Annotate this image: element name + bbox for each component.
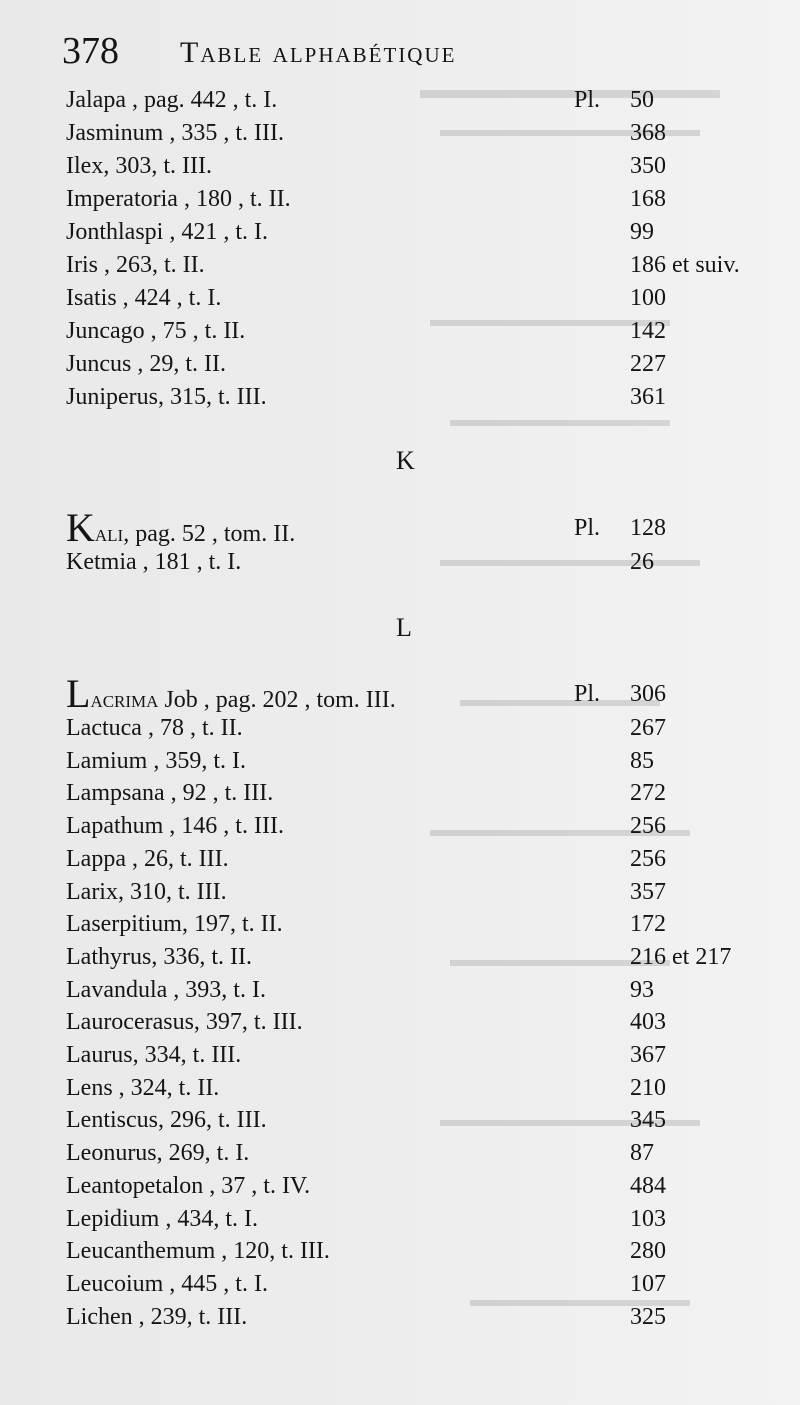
plate-number: 325	[630, 1303, 666, 1330]
entry-text: Jasminum , 335 , t. III.	[66, 120, 284, 146]
index-entry	[66, 150, 766, 182]
index-entry	[66, 546, 766, 578]
index-entry	[66, 941, 766, 973]
plate-number: 93	[630, 976, 654, 1003]
entry-text: Isatis , 424 , t. I.	[66, 285, 222, 311]
entry-text	[66, 505, 296, 550]
entry-text: Larix, 310, t. III.	[66, 878, 227, 905]
plate-number: 210	[630, 1074, 666, 1101]
index-entry	[66, 348, 766, 380]
entry-text: Laurus, 334, t. III.	[66, 1042, 242, 1068]
section-heading-k: K	[396, 446, 415, 475]
plate-number: 168	[630, 186, 666, 212]
plate-number: 26	[630, 549, 654, 575]
entry-text: Lepidium , 434, t. I.	[66, 1205, 258, 1232]
section-heading-l: L	[396, 613, 412, 642]
index-entry	[66, 249, 766, 281]
entry-text: Laurocerasus, 397, t. III.	[66, 1009, 303, 1036]
index-entry	[66, 381, 766, 413]
plate-number: 484	[630, 1172, 666, 1199]
plate-number: 85	[630, 747, 654, 774]
entry-text: Lappa , 26, t. III.	[66, 845, 229, 872]
plate-number: 103	[630, 1205, 666, 1232]
index-entry	[66, 84, 766, 116]
entry-text: Lathyrus, 336, t. II.	[66, 943, 252, 970]
plate-number: 280	[630, 1238, 666, 1265]
plate-number: 128	[630, 515, 666, 541]
plate-number: 107	[630, 1270, 666, 1297]
entry-text: Lens , 324, t. II.	[66, 1074, 220, 1101]
index-entry	[66, 1072, 766, 1104]
plate-number: 272	[630, 780, 666, 807]
entry-text: Juncus , 29, t. II.	[66, 351, 226, 377]
index-entry	[66, 1203, 766, 1235]
plate-number: 403	[630, 1009, 666, 1036]
plate-number: 186 et suiv.	[630, 252, 740, 278]
entry-text: Lichen , 239, t. III.	[66, 1303, 248, 1330]
index-entry	[66, 712, 766, 744]
index-entry	[66, 876, 766, 908]
index-entry	[66, 1170, 766, 1202]
index-entry	[66, 315, 766, 347]
entry-text: Lapathum , 146 , t. III.	[66, 813, 284, 840]
plate-number: 216 et 217	[630, 943, 732, 970]
plate-abbrev: Pl.	[574, 681, 601, 707]
index-entry	[66, 1104, 766, 1136]
index-entry	[66, 1235, 766, 1267]
plate-abbrev: Pl.	[574, 515, 601, 541]
entry-text: Lampsana , 92 , t. III.	[66, 780, 274, 807]
entry-head: ali	[94, 521, 124, 547]
page-number: 378	[62, 30, 119, 72]
plate-number: 267	[630, 715, 666, 741]
entry-text	[66, 671, 396, 716]
plate-abbrev: Pl.	[574, 87, 601, 113]
index-entry	[66, 843, 766, 875]
entry-text: Imperatoria , 180 , t. II.	[66, 186, 291, 212]
index-entry	[66, 1268, 766, 1300]
entry-text: Ketmia , 181 , t. I.	[66, 549, 242, 575]
index-entry	[66, 810, 766, 842]
entry-text: Leantopetalon , 37 , t. IV.	[66, 1172, 311, 1199]
plate-number: 357	[630, 878, 666, 905]
plate-number: 368	[630, 120, 666, 146]
index-entry	[66, 908, 766, 940]
plate-number: 50	[630, 87, 654, 113]
entry-text: Leonurus, 269, t. I.	[66, 1140, 250, 1167]
plate-number: 256	[630, 845, 666, 872]
entry-text: Lentiscus, 296, t. III.	[66, 1107, 267, 1134]
entry-text: Ilex, 303, t. III.	[66, 153, 212, 179]
entry-text: Juncago , 75 , t. II.	[66, 318, 246, 344]
index-entry	[66, 1039, 766, 1071]
index-entry-kali	[66, 505, 766, 550]
index-entry	[66, 974, 766, 1006]
entry-text: Jonthlaspi , 421 , t. I.	[66, 219, 268, 245]
plate-number: 367	[630, 1042, 666, 1068]
plate-number: 306	[630, 681, 666, 707]
index-entry	[66, 745, 766, 777]
entry-text: Juniperus, 315, t. III.	[66, 384, 267, 410]
plate-number: 142	[630, 318, 666, 344]
index-entry	[66, 216, 766, 248]
plate-number: 100	[630, 285, 666, 311]
index-entry	[66, 1006, 766, 1038]
entry-text: Leucoium , 445 , t. I.	[66, 1270, 268, 1297]
index-entry-lacrima	[66, 671, 766, 716]
entry-text: Iris , 263, t. II.	[66, 252, 205, 278]
plate-number: 350	[630, 153, 666, 179]
index-entry	[66, 117, 766, 149]
entry-head: acrima	[90, 687, 159, 713]
drop-cap: L	[66, 671, 91, 716]
entry-text: Lactuca , 78 , t. II.	[66, 715, 243, 741]
running-title: Table alphabétique	[180, 36, 457, 69]
index-entry	[66, 282, 766, 314]
plate-number: 99	[630, 219, 654, 245]
entry-text: Laserpitium, 197, t. II.	[66, 911, 283, 938]
plate-number: 345	[630, 1107, 666, 1134]
plate-number: 256	[630, 813, 666, 840]
plate-number: 172	[630, 911, 666, 938]
drop-cap: K	[66, 505, 95, 550]
entry-ref: , pag. 52 , tom. II.	[123, 521, 296, 547]
index-entry	[66, 183, 766, 215]
index-entry	[66, 1137, 766, 1169]
entry-text: Lavandula , 393, t. I.	[66, 976, 266, 1003]
entry-text: Jalapa , pag. 442 , t. I.	[66, 87, 278, 113]
plate-number: 227	[630, 351, 666, 377]
entry-text: Lamium , 359, t. I.	[66, 747, 246, 774]
index-entry	[66, 1301, 766, 1333]
index-entry	[66, 777, 766, 809]
entry-text: Leucanthemum , 120, t. III.	[66, 1238, 330, 1265]
entry-ref: Job , pag. 202 , tom. III.	[158, 687, 396, 713]
plate-number: 361	[630, 384, 666, 410]
plate-number: 87	[630, 1140, 654, 1167]
